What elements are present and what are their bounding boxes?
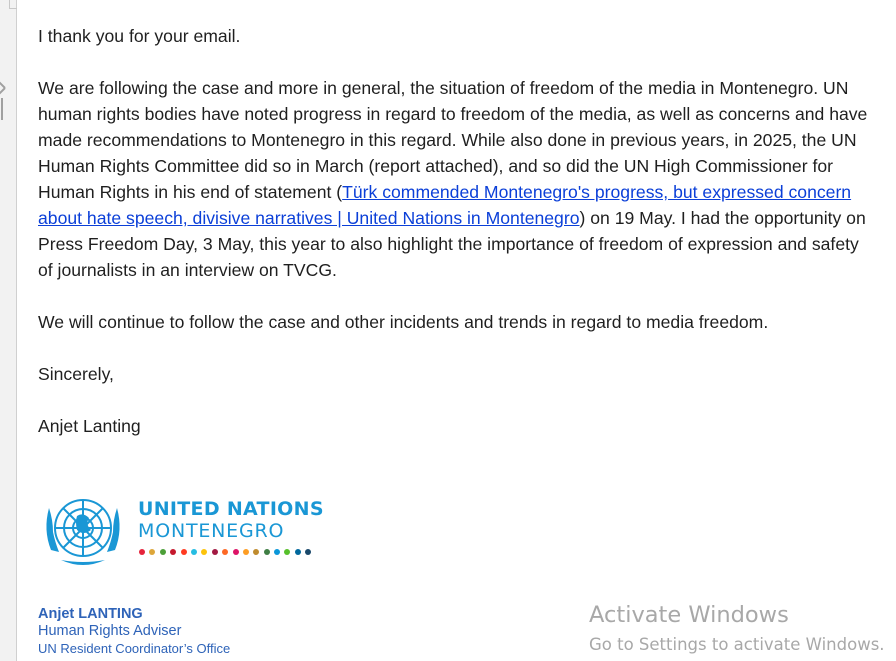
un-emblem-icon	[37, 490, 129, 570]
article-link-part2[interactable]: about hate speech, divisive narratives | United Nations in Montenegro	[38, 208, 580, 228]
un-wordmark	[138, 498, 324, 542]
sdg-dot	[305, 549, 311, 555]
sdg-dot	[160, 549, 166, 555]
email-signature	[38, 606, 230, 657]
activate-windows-watermark	[589, 602, 885, 658]
signature-name: Anjet LANTING	[38, 606, 143, 622]
collapse-handle-icon[interactable]	[0, 80, 5, 122]
sdg-dot	[139, 549, 145, 555]
watermark-title: Activate Windows	[589, 602, 789, 628]
gutter-corner	[9, 0, 17, 9]
body-line: Press Freedom Day, 3 May, this year to also highlight the importance of freedom of expression and safety	[38, 234, 859, 254]
paragraph-freedom-of-media	[38, 75, 896, 283]
closing-line: Sincerely,	[38, 364, 114, 384]
sdg-dot	[284, 549, 290, 555]
email-body	[38, 23, 896, 465]
body-text-fragment: ) on 19 May. I had the opportunity on	[579, 208, 866, 228]
body-line	[38, 179, 896, 205]
sdg-dot	[253, 549, 259, 555]
body-line: of journalists in an interview on TVCG.	[38, 260, 337, 280]
un-wordmark-line1: UNITED NATIONS	[138, 498, 324, 520]
sdg-dot	[149, 549, 155, 555]
paragraph-continue-follow: We will continue to follow the case and other incidents and trends in regard to media freedom.	[38, 312, 769, 332]
body-line: human rights bodies have noted progress in regard to freedom of the media, as well as concerns and have	[38, 104, 868, 124]
body-line: made recommendations to Montenegro in this regard. While also done in previous years, in 2025, the UN	[38, 130, 857, 150]
sdg-dot	[264, 549, 270, 555]
sdg-color-dots	[139, 549, 316, 557]
sdg-dot	[233, 549, 239, 555]
sdg-dot	[181, 549, 187, 555]
sender-name: Anjet Lanting	[38, 416, 141, 436]
body-text-fragment: Human Rights in his end of statement (	[38, 182, 343, 202]
signature-office: UN Resident Coordinator’s Office	[38, 641, 231, 656]
signature-title: Human Rights Adviser	[38, 623, 182, 639]
sdg-dot	[201, 549, 207, 555]
body-line: Human Rights Committee did so in March (report attached), and so did the UN High Commissioner for	[38, 156, 833, 176]
sdg-dot	[191, 549, 197, 555]
sdg-dot	[222, 549, 228, 555]
left-gutter	[0, 0, 17, 661]
sdg-dot	[170, 549, 176, 555]
un-wordmark-line2: MONTENEGRO	[138, 520, 285, 542]
sdg-dot	[243, 549, 249, 555]
sdg-dot	[295, 549, 301, 555]
sdg-dot	[274, 549, 280, 555]
sdg-dot	[212, 549, 218, 555]
body-line	[38, 205, 896, 231]
greeting-line: I thank you for your email.	[38, 26, 241, 46]
watermark-subtitle: Go to Settings to activate Windows.	[589, 635, 885, 654]
body-line: We are following the case and more in general, the situation of freedom of the media in Montenegro. UN	[38, 78, 849, 98]
article-link-part1[interactable]: Türk commended Montenegro's progress, but expressed concern	[342, 182, 852, 202]
